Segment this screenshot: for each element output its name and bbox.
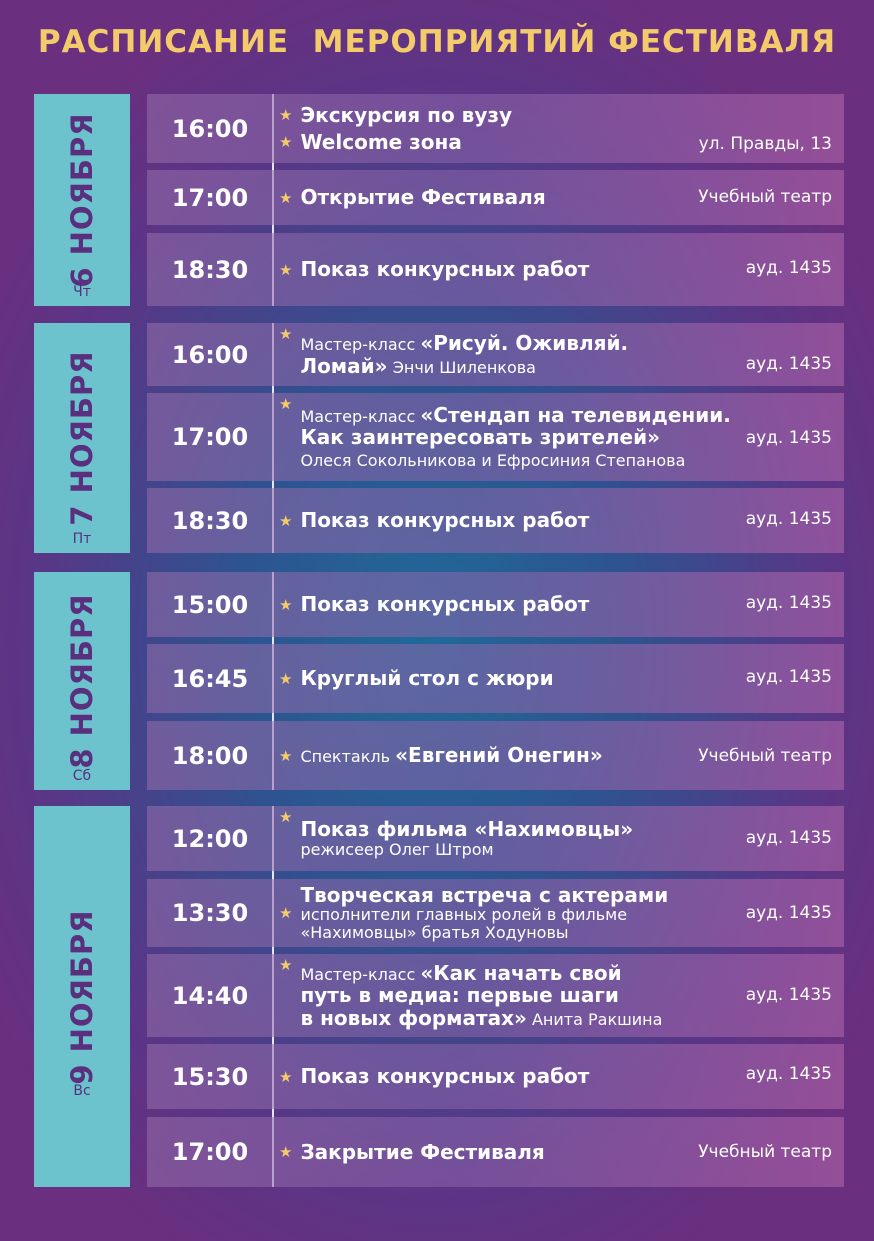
event-location: Учебный театр bbox=[698, 1142, 832, 1162]
event-title: Показ конкурсных работ bbox=[300, 592, 590, 617]
event-location: ауд. 1435 bbox=[745, 985, 832, 1005]
event-title: Круглый стол с жюри bbox=[300, 666, 554, 691]
event-location: ауд. 1435 bbox=[745, 903, 832, 923]
event-time: 16:00 bbox=[171, 114, 249, 143]
event-subtitle: исполнители главных ролей в фильме bbox=[300, 905, 628, 925]
event-time: 17:00 bbox=[171, 423, 249, 451]
event-title: «Стендап на телевидении. bbox=[420, 402, 731, 427]
day-label bbox=[34, 323, 130, 553]
schedule-row bbox=[147, 954, 844, 1037]
day-date: 7 НОЯБРЯ bbox=[65, 350, 99, 526]
star-icon: ★ bbox=[279, 511, 293, 530]
event-title: Открытие Фестиваля bbox=[300, 185, 546, 210]
event-prefix: Мастер-класс bbox=[300, 406, 416, 426]
event-time: 18:30 bbox=[171, 506, 249, 535]
event-title: «Как начать свой bbox=[420, 960, 622, 985]
star-icon: ★ bbox=[279, 395, 293, 413]
event-location: ауд. 1435 bbox=[745, 828, 832, 848]
event-title: «Евгений Онегин» bbox=[395, 743, 603, 768]
event-time: 15:00 bbox=[171, 590, 249, 619]
event-title: Как заинтересовать зрителей» bbox=[300, 425, 661, 450]
event-title: Ломай» bbox=[300, 353, 388, 378]
schedule-row bbox=[147, 879, 844, 947]
event-title: Показ конкурсных работ bbox=[300, 1064, 590, 1089]
day-weekday: Сб bbox=[72, 768, 92, 784]
event-time: 17:00 bbox=[171, 183, 249, 212]
star-icon: ★ bbox=[279, 1143, 293, 1161]
event-location: ул. Правды, 13 bbox=[698, 134, 832, 154]
schedule-row bbox=[147, 644, 844, 713]
event-time: 17:00 bbox=[171, 1138, 249, 1166]
event-title: Показ конкурсных работ bbox=[300, 508, 590, 533]
event-location: ауд. 1435 bbox=[745, 1064, 832, 1084]
star-icon: ★ bbox=[279, 260, 293, 279]
schedule-row bbox=[147, 572, 844, 637]
day-label bbox=[34, 94, 130, 306]
event-title: путь в медиа: первые шаги bbox=[300, 983, 619, 1008]
event-location: ауд. 1435 bbox=[745, 428, 832, 448]
event-time: 14:40 bbox=[171, 981, 249, 1010]
event-location: ауд. 1435 bbox=[745, 593, 832, 613]
event-title: Экскурсия по вузу bbox=[300, 103, 513, 128]
event-title: Творческая встреча с актерами bbox=[300, 882, 669, 907]
event-author: Олеся Сокольникова и Ефросиния Степанова bbox=[300, 451, 686, 471]
day-weekday: Чт bbox=[73, 284, 91, 300]
event-author: Анита Ракшина bbox=[531, 1009, 663, 1029]
schedule-row bbox=[147, 488, 844, 553]
schedule-row bbox=[147, 170, 844, 225]
event-time: 18:00 bbox=[171, 741, 249, 770]
schedule-row bbox=[147, 323, 844, 386]
star-icon: ★ bbox=[279, 904, 293, 922]
day-label bbox=[34, 806, 130, 1187]
schedule-row bbox=[147, 1044, 844, 1109]
day-weekday: Пт bbox=[72, 531, 92, 547]
star-icon: ★ bbox=[279, 956, 293, 974]
event-title: в новых форматах» bbox=[300, 1005, 527, 1030]
event-subtitle: режисеер Олег Штром bbox=[300, 839, 494, 859]
star-icon: ★ bbox=[279, 132, 293, 151]
day-weekday: Вс bbox=[73, 1083, 91, 1099]
event-title: Закрытие Фестиваля bbox=[300, 1139, 545, 1164]
event-prefix: Спектакль bbox=[300, 747, 391, 767]
schedule-row bbox=[147, 393, 844, 481]
star-icon: ★ bbox=[279, 746, 293, 765]
event-time: 12:00 bbox=[171, 824, 249, 853]
star-icon: ★ bbox=[279, 106, 293, 125]
event-prefix: Мастер-класс bbox=[300, 964, 416, 984]
event-prefix: Мастер-класс bbox=[300, 335, 416, 355]
event-title: Welcome зона bbox=[300, 129, 462, 154]
star-icon: ★ bbox=[279, 808, 293, 826]
schedule-row bbox=[147, 721, 844, 790]
event-location: Учебный театр bbox=[698, 187, 832, 207]
day-label bbox=[34, 572, 130, 790]
star-icon: ★ bbox=[279, 595, 293, 614]
star-icon: ★ bbox=[279, 325, 293, 343]
schedule-row bbox=[147, 94, 844, 163]
event-location: ауд. 1435 bbox=[745, 509, 832, 529]
schedule-row bbox=[147, 806, 844, 871]
event-title: «Рисуй. Оживляй. bbox=[420, 331, 629, 356]
event-location: ауд. 1435 bbox=[745, 667, 832, 687]
event-time: 15:30 bbox=[171, 1062, 249, 1091]
star-icon: ★ bbox=[279, 669, 293, 688]
day-date: 8 НОЯБРЯ bbox=[65, 593, 99, 769]
event-subtitle: «Нахимовцы» братья Ходуновы bbox=[300, 923, 569, 943]
event-time: 16:00 bbox=[171, 340, 249, 369]
schedule-row bbox=[147, 1117, 844, 1187]
day-date: 6 НОЯБРЯ bbox=[65, 112, 99, 288]
star-icon: ★ bbox=[279, 188, 293, 207]
event-author: Энчи Шиленкова bbox=[392, 357, 536, 377]
page-title: РАСПИСАНИЕ МЕРОПРИЯТИЙ ФЕСТИВАЛЯ bbox=[37, 24, 837, 60]
event-location: Учебный театр bbox=[698, 746, 832, 766]
event-title: Показ фильма «Нахимовцы» bbox=[300, 817, 634, 842]
event-location: ауд. 1435 bbox=[745, 258, 832, 278]
schedule-row bbox=[147, 233, 844, 306]
star-icon: ★ bbox=[279, 1067, 293, 1086]
event-time: 13:30 bbox=[171, 899, 249, 927]
event-time: 16:45 bbox=[171, 664, 249, 693]
event-location: ауд. 1435 bbox=[745, 354, 832, 374]
day-date: 9 НОЯБРЯ bbox=[65, 908, 99, 1085]
event-time: 18:30 bbox=[171, 255, 249, 284]
event-title: Показ конкурсных работ bbox=[300, 257, 590, 282]
